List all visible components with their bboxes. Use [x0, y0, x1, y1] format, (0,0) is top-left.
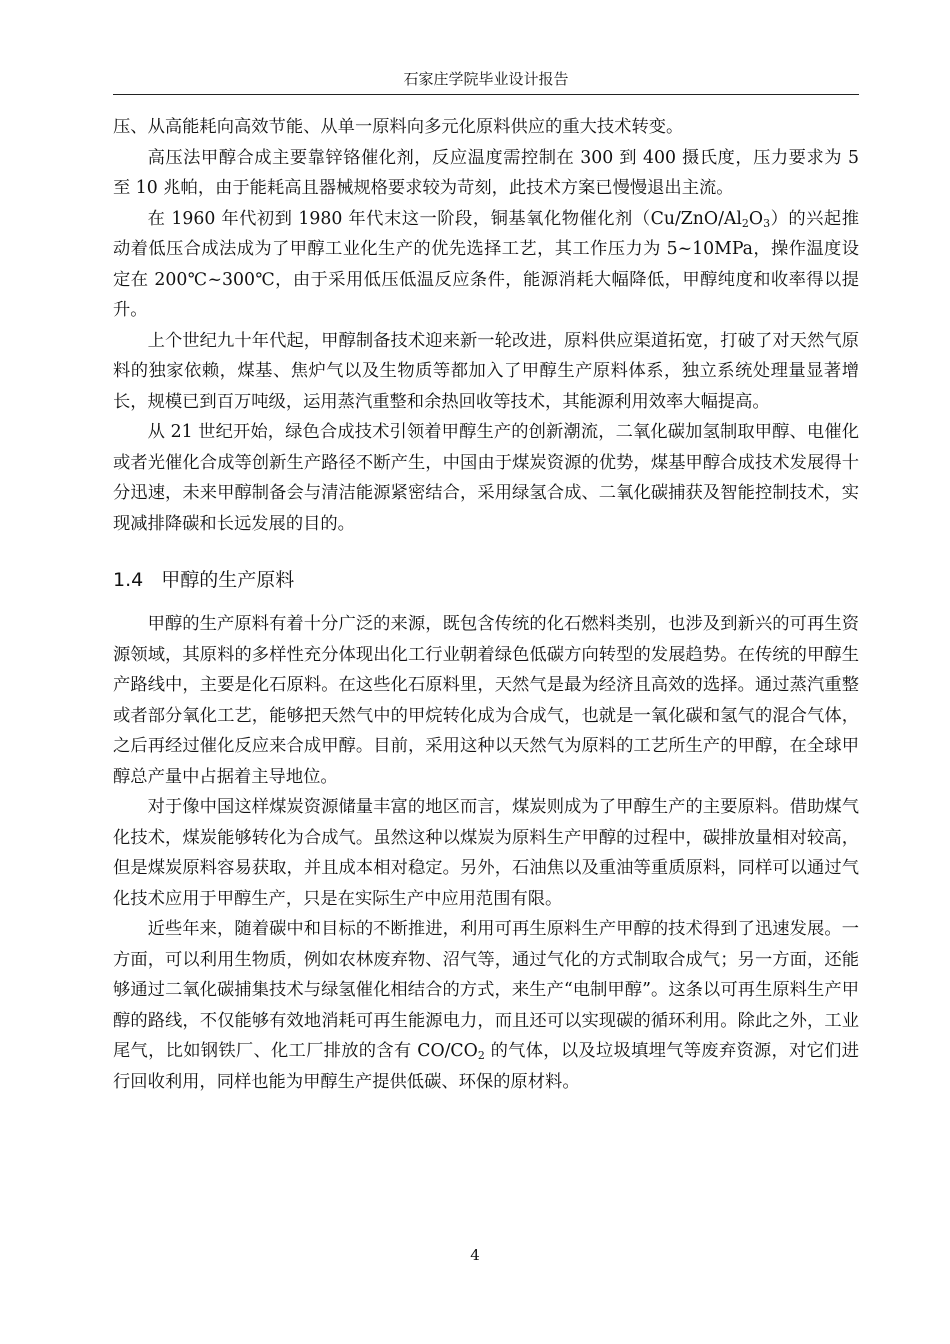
paragraph-continuation: 压、从高能耗向高效节能、从单一原料向多元化原料供应的重大技术转变。 [113, 117, 684, 137]
section-number: 1.4 [113, 569, 144, 591]
paragraph-nineties: 上个世纪九十年代起，甲醇制备技术迎来新一轮改进，原料供应渠道拓宽，打破了对天然气原料的独家依赖，煤基、焦炉气以及生物质等都加入了甲醇生产原料体系，独立系统处理量显著增长，规模已到百万吨级，运用蒸汽重整和余热回收等技术，其能源利用效率大幅提高。 [113, 330, 859, 412]
section-title: 甲醇的生产原料 [161, 569, 295, 591]
paragraph-21st-century: 从 21 世纪开始，绿色合成技术引领着甲醇生产的创新潮流，二氧化碳加氢制取甲醇、电催化或者光催化合成等创新生产路径不断产生，中国由于煤炭资源的优势，煤基甲醇合成技术发展得十分迅速，未来甲醇制备会与清洁能源紧密结合，采用绿氢合成、二氧化碳捕获及智能控制技术，实现减排降碳和长远发展的目的。 [113, 422, 859, 534]
running-header [113, 64, 859, 95]
header-title: 石家庄学院毕业设计报告 [403, 70, 569, 88]
page-body [113, 112, 859, 1097]
paragraph-high-pressure: 高压法甲醇合成主要靠锌铬催化剂，反应温度需控制在 300 到 400 摄氏度，压力要求为 5 至 10 兆帕，由于能耗高且器械规格要求较为苛刻，此技术方案已慢慢退出主流。 [113, 147, 859, 198]
paragraph-low-pressure: 在 1960 年代初到 1980 年代末这一阶段，铜基氧化物催化剂$(Cu/ZnO/Al_2O_3)$的兴起推动着低压合成法成为了甲醇工业化生产的优先选择工艺，其工作压力为 5~10MPa，操作温度设定在 200℃~300℃，由于采用低压低温反应条件，能源消耗大幅降低，甲醇纯度和收率得以提升。 [113, 208, 859, 320]
paragraph-raw-materials-overview: 甲醇的生产原料有着十分广泛的来源，既包含传统的化石燃料类别，也涉及到新兴的可再生资源领域，其原料的多样性充分体现出化工行业朝着绿色低碳方向转型的发展趋势。在传统的甲醇生产路线中，主要是化石原料。在这些化石原料里，天然气是最为经济且高效的选择。通过蒸汽重整或者部分氧化工艺，能够把天然气中的甲烷转化成为合成气，也就是一氧化碳和氢气的混合气体，之后再经过催化反应来合成甲醇。目前，采用这种以天然气为原料的工艺所生产的甲醇，在全球甲醇总产量中占据着主导地位。 [113, 614, 859, 787]
section-heading [113, 565, 859, 595]
page-number: 4 [470, 1246, 480, 1264]
paragraph-renewable-feedstock: 近些年来，随着碳中和目标的不断推进，利用可再生原料生产甲醇的技术得到了迅速发展。一方面，可以利用生物质，例如农林废弃物、沼气等，通过气化的方式制取合成气；另一方面，还能够通过二氧化碳捕集技术与绿氢催化相结合的方式，来生产“电制甲醇”。这条以可再生原料生产甲醇的路线，不仅能够有效地消耗可再生能源电力，而且还可以实现碳的循环利用。除此之外，工业尾气，比如钢铁厂、化工厂排放的含有 $CO/CO_2$ 的气体，以及垃圾填埋气等废弃资源，对它们进行回收利用，同样也能为甲醇生产提供低碳、环保的原材料。 [113, 919, 859, 1092]
paragraph-coal-feedstock: 对于像中国这样煤炭资源储量丰富的地区而言，煤炭则成为了甲醇生产的主要原料。借助煤气化技术，煤炭能够转化为合成气。虽然这种以煤炭为原料生产甲醇的过程中，碳排放量相对较高，但是煤炭原料容易获取，并且成本相对稳定。另外，石油焦以及重油等重质原料，同样可以通过气化技术应用于甲醇生产，只是在实际生产中应用范围有限。 [113, 797, 859, 909]
